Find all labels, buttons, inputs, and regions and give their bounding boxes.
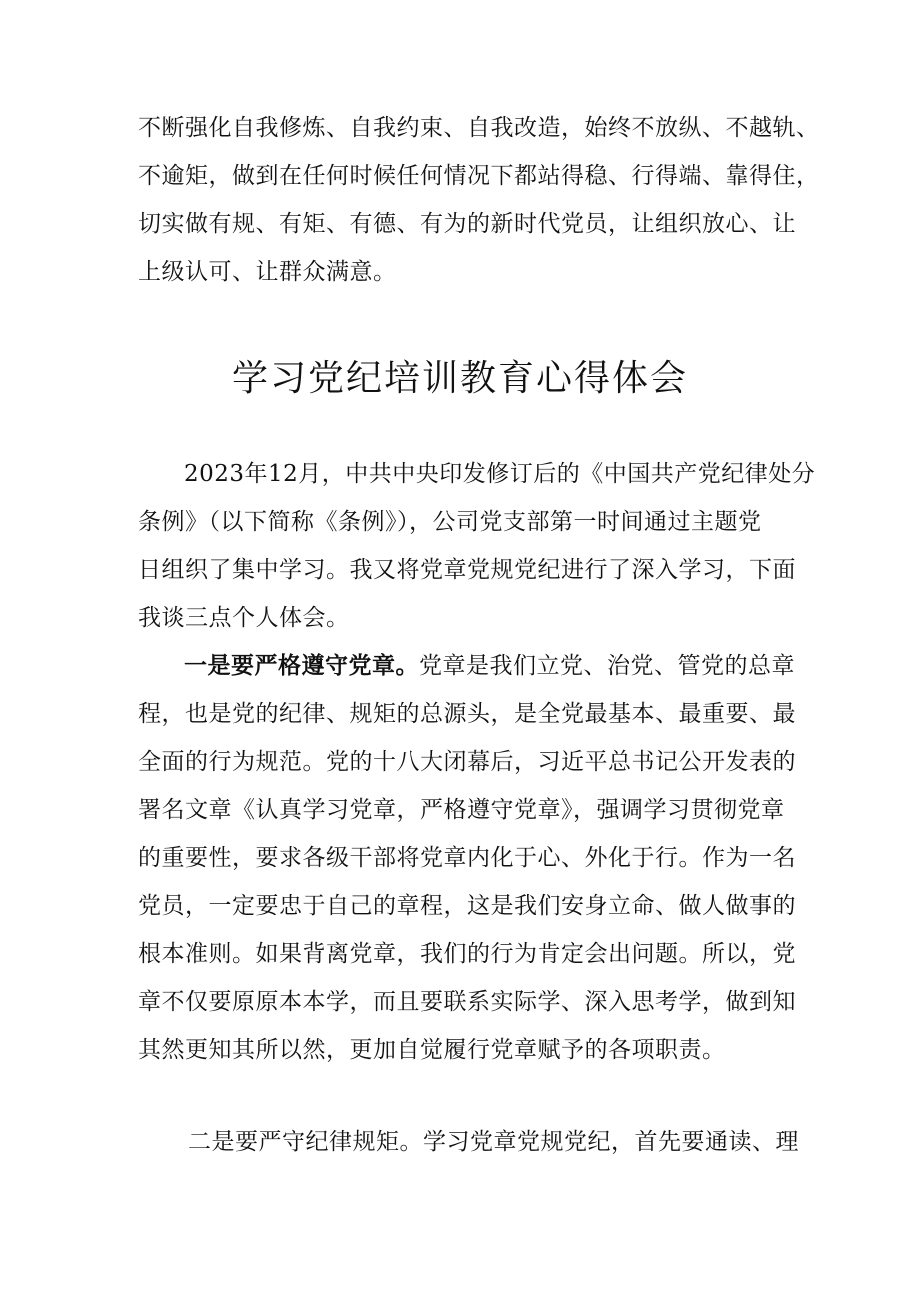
point1-paragraph-line: 全面的行为规范。党的十八大闭幕后，习近平总书记公开发表的	[138, 749, 796, 775]
point1-paragraph-line: 章不仅要原原本本学，而且要联系实际学、深入思考学，做到知	[138, 989, 796, 1015]
intro-paragraph-line: 我谈三点个人体会。	[138, 605, 350, 631]
point2-first-line: 二是要严守纪律规矩。学习党章党规党纪，首先要通读、理	[188, 1129, 799, 1155]
point1-first-line	[184, 650, 844, 682]
prev-paragraph-line: 不断强化自我修炼、自我约束、自我改造，始终不放纵、不越轨、	[138, 115, 820, 141]
prev-paragraph-line: 不逾矩，做到在任何时候任何情况下都站得稳、行得端、靠得住，	[138, 163, 820, 189]
point1-paragraph-line: 程，也是党的纪律、规矩的总源头，是全党最基本、最重要、最	[138, 701, 796, 727]
intro-paragraph-line: 2023年12月，中共中央印发修订后的《中国共产党纪律处分	[184, 461, 816, 487]
intro-paragraph-line: 日组织了集中学习。我又将党章党规党纪进行了深入学习，下面	[138, 557, 796, 583]
intro-paragraph-line: 条例》（以下简称《条例》），公司党支部第一时间通过主题党	[138, 509, 762, 535]
point1-heading: 一是要严格遵守党章。	[184, 652, 419, 679]
point1-first-line-rest: 党章是我们立党、治党、管党的总章	[419, 653, 795, 679]
point1-paragraph-line: 署名文章《认真学习党章，严格遵守党章》，强调学习贯彻党章	[138, 797, 785, 823]
point1-paragraph-line: 其然更知其所以然，更加自觉履行党章赋予的各项职责。	[138, 1037, 726, 1063]
article-title: 学习党纪培训教育心得体会	[231, 358, 688, 399]
prev-paragraph-line: 切实做有规、有矩、有德、有为的新时代党员，让组织放心、让	[138, 211, 796, 237]
prev-paragraph-line: 上级认可、让群众满意。	[138, 259, 397, 285]
point1-paragraph-line: 根本准则。如果背离党章，我们的行为肯定会出问题。所以，党	[138, 941, 796, 967]
point1-paragraph-line: 的重要性，要求各级干部将党章内化于心、外化于行。作为一名	[138, 845, 796, 871]
point1-paragraph-line: 党员，一定要忠于自己的章程，这是我们安身立命、做人做事的	[138, 893, 796, 919]
